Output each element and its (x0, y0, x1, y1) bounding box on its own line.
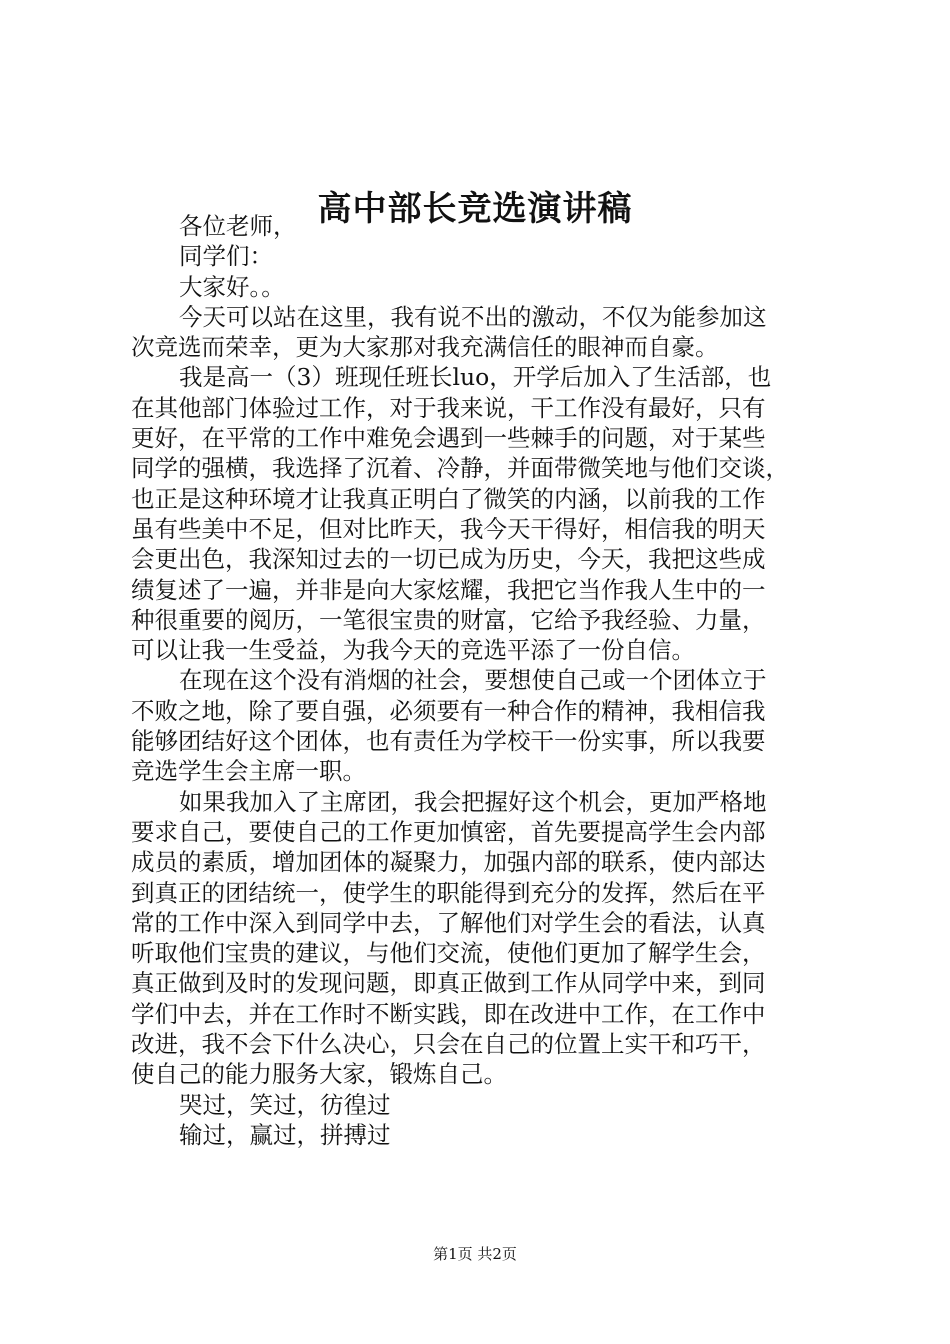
text-line: 学们中去，并在工作时不断实践，即在改进中工作，在工作中 (131, 999, 766, 1028)
text-line: 各位老师， (179, 212, 297, 240)
text-line: 如果我加入了主席团，我会把握好这个机会，更加严格地 (179, 787, 767, 816)
text-line: 更好，在平常的工作中难免会遇到一些棘手的问题，对于某些 (131, 424, 766, 453)
page-footer: 第1页 共2页 (433, 1245, 517, 1263)
text-line: 我是高一（3）班现任班长luo，开学后加入了生活部，也 (179, 363, 772, 392)
text-line: 次竞选而荣幸，更为大家那对我充满信任的眼神而自豪。 (131, 333, 719, 362)
text-line: 改进，我不会下什么决心，只会在自己的位置上实干和巧干， (131, 1030, 766, 1059)
text-line: 在其他部门体验过工作，对于我来说，干工作没有最好，只有 (131, 393, 766, 422)
text-line: 今天可以站在这里，我有说不出的激动，不仅为能参加这 (179, 302, 767, 331)
text-line: 真正做到及时的发现问题，即真正做到工作从同学中来，到同 (131, 969, 766, 998)
text-line: 也正是这种环境才让我真正明白了微笑的内涵，以前我的工作 (131, 484, 766, 513)
text-line: 到真正的团结统一，使学生的职能得到充分的发挥，然后在平 (131, 878, 766, 907)
text-line: 输过，赢过，拼搏过 (179, 1120, 391, 1149)
text-line: 要求自己，要使自己的工作更加慎密，首先要提高学生会内部 (131, 817, 766, 846)
text-line: 使自己的能力服务大家，锻炼自己。 (131, 1060, 507, 1089)
document-title: 高中部长竞选演讲稿 (317, 189, 633, 229)
text-line: 绩复述了一遍，并非是向大家炫耀，我把它当作我人生中的一 (131, 575, 766, 604)
text-line: 成员的素质，增加团体的凝聚力，加强内部的联系，使内部达 (131, 848, 766, 877)
text-line: 不败之地，除了要自强，必须要有一种合作的精神，我相信我 (131, 696, 766, 725)
text-line: 哭过，笑过，彷徨过 (179, 1090, 391, 1119)
text-line: 听取他们宝贵的建议，与他们交流，使他们更加了解学生会， (131, 939, 766, 968)
text-line: 能够团结好这个团体，也有责任为学校干一份实事，所以我要 (131, 727, 766, 756)
text-line: 常的工作中深入到同学中去，了解他们对学生会的看法，认真 (131, 908, 766, 937)
text-line: 种很重要的阅历，一笔很宝贵的财富，它给予我经验、力量， (131, 605, 766, 634)
text-line: 在现在这个没有消烟的社会，要想使自己或一个团体立于 (179, 666, 767, 695)
text-line: 同学们： (179, 242, 273, 271)
text-line: 大家好。。 (179, 272, 285, 301)
text-line: 虽有些美中不足，但对比昨天，我今天干得好，相信我的明天 (131, 514, 766, 543)
text-line: 同学的强横，我选择了沉着、冷静，并面带微笑地与他们交谈， (131, 454, 789, 483)
document-body (131, 211, 846, 1150)
text-line: 会更出色，我深知过去的一切已成为历史，今天，我把这些成 (131, 545, 766, 574)
text-line: 竞选学生会主席一职。 (131, 757, 366, 786)
text-line: 可以让我一生受益，为我今天的竞选平添了一份自信。 (131, 636, 695, 665)
